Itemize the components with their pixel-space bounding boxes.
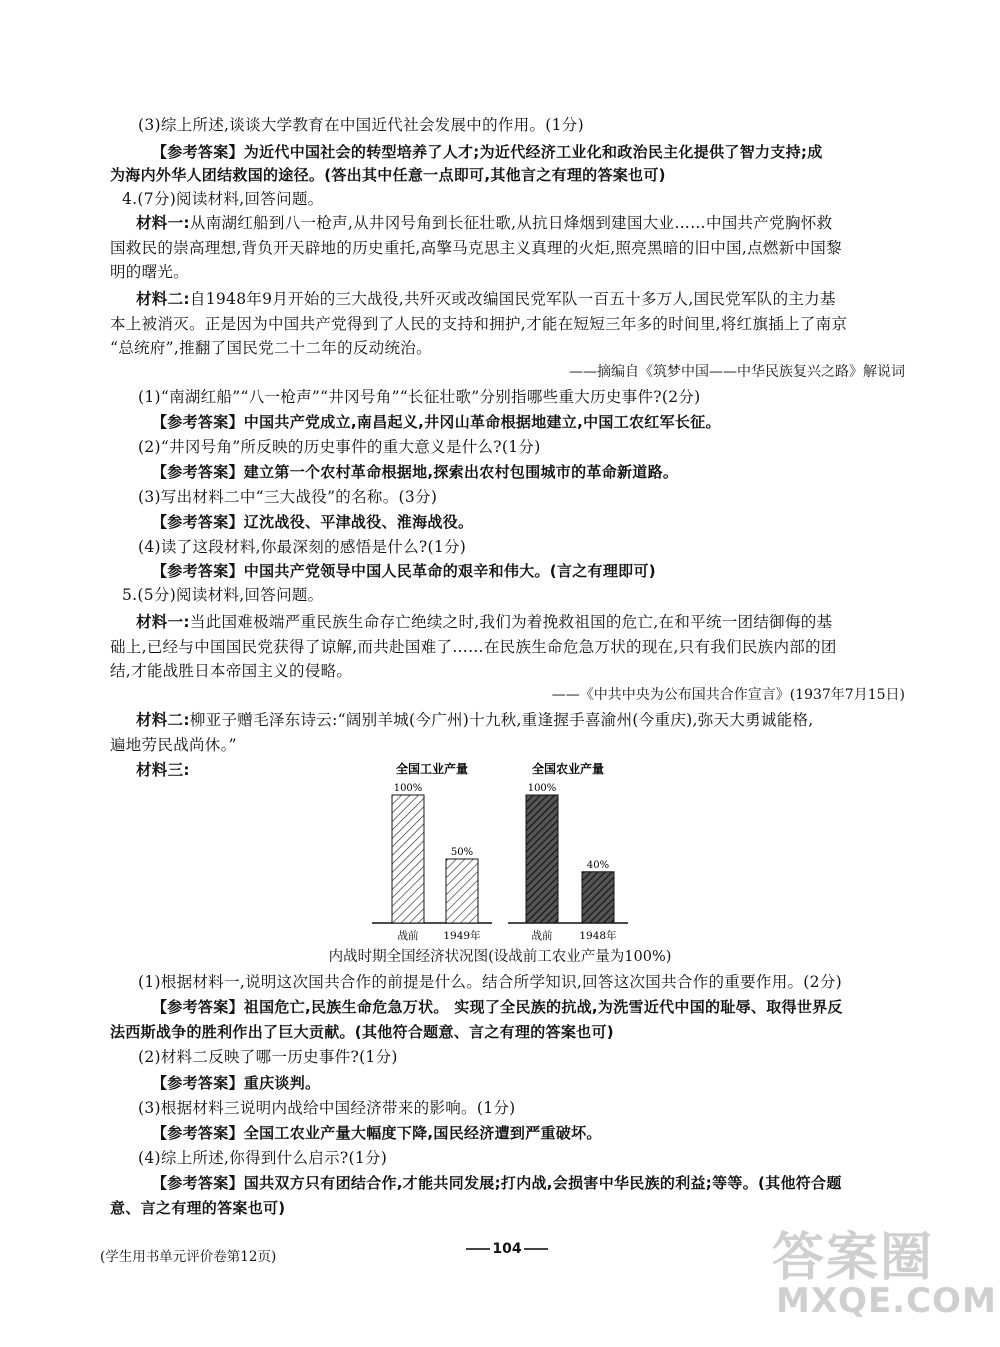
material-label: 材料二: — [136, 711, 190, 729]
answer-3-prev-line1: 【参考答案】为近代中国社会的转型培养了人才;为近代经济工业化和政治民主化提供了智力支持;成 — [152, 143, 823, 161]
answer-4-2: 【参考答案】建立第一个农村革命根据地,探索出农村包围城市的革命新道路。 — [152, 463, 679, 481]
economy-bar-charts — [0, 755, 1000, 955]
material-label: 材料三: — [136, 761, 190, 779]
footer-label: (学生用书单元评价卷第12页) — [100, 1249, 277, 1265]
material-1-q4-line1: 材料一:从南湖红船到八一枪声,从井冈号角到长征壮歌,从抗日烽烟到建国大业……中国共产党胸怀救 — [136, 214, 833, 232]
question-5-3: (3)根据材料三说明内战给中国经济带来的影响。(1分) — [138, 1099, 516, 1117]
answer-5-1-line1: 【参考答案】祖国危亡,民族生命危急万状。 实现了全民族的抗战,为洗雪近代中国的耻辱、取得世界反 — [152, 998, 843, 1016]
material-label: 材料一: — [136, 613, 190, 631]
answer-5-4-line1: 【参考答案】国共双方只有团结合作,才能共同发展;打内战,会损害中华民族的利益;等等。(其他符合题 — [152, 1174, 842, 1192]
question-4-1: (1)“南湖红船”“八一枪声”“井冈号角”“长征壮歌”分别指哪些重大历史事件?(2分) — [138, 388, 701, 406]
question-4-2: (2)“井冈号角”所反映的历史事件的重大意义是什么?(1分) — [138, 438, 541, 456]
bar — [392, 795, 424, 923]
material-1-q5-line3: 结,才能战胜日本帝国主义的侵略。 — [110, 662, 353, 680]
material-1-q5-line2: 础上,已经与中国国民党获得了谅解,而共赴国难了……在民族生命危急万状的现在,只有我们民族内部的团 — [110, 638, 837, 656]
bar — [582, 872, 614, 923]
question-5-heading: 5.(5分)阅读材料,回答问题。 — [122, 586, 324, 604]
category-label: 战前 — [397, 930, 419, 942]
material-2-q5-line2: 遍地劳民战尚休。” — [110, 736, 237, 754]
material-2-q4-line2: 本上被消灭。正是因为中国共产党得到了人民的支持和拥护,才能在短短三年多的时间里,将红旗插上了南京 — [110, 315, 848, 333]
question-4-4: (4)读了这段材料,你最深刻的感悟是什么?(1分) — [138, 538, 467, 556]
question-3-prev: (3)综上所述,谈谈大学教育在中国近代社会发展中的作用。(1分) — [138, 116, 584, 134]
material-2-q4-line1: 材料二:自1948年9月开始的三大战役,共歼灭或改编国民党军队一百五十多万人,国民党军队的主力基 — [136, 290, 836, 308]
answer-4-4: 【参考答案】中国共产党领导中国人民革命的艰辛和伟大。(言之有理即可) — [152, 562, 656, 580]
material-2-q5-line1: 材料二:柳亚子赠毛泽东诗云:“阔别羊城(今广州)十九秋,重逢握手喜渝州(今重庆),弥天大勇诚能格, — [136, 711, 814, 729]
chart-title: 全国农业产量 — [531, 762, 605, 776]
answer-5-3: 【参考答案】全国工农业产量大幅度下降,国民经济遭到严重破坏。 — [152, 1124, 602, 1142]
category-label: 1948年 — [579, 930, 617, 942]
answer-5-4-line2: 意、言之有理的答案也可) — [110, 1199, 286, 1217]
watermark-logo — [762, 1215, 997, 1335]
material-2-q4-line3: “总统府”,推翻了国民党二十二年的反动统治。 — [110, 339, 432, 357]
chart-caption: 内战时期全国经济状况图(设战前工农业产量为100%) — [328, 949, 672, 965]
question-5-4: (4)综上所述,你得到什么启示?(1分) — [138, 1149, 388, 1167]
category-label: 1949年 — [443, 930, 481, 942]
bar-value-label: 50% — [450, 847, 474, 858]
page-number: 104 — [462, 1236, 552, 1262]
watermark-text: 答案圈 — [772, 1228, 935, 1288]
material-label: 材料二: — [136, 290, 190, 308]
category-label: 战前 — [531, 930, 553, 942]
question-5-2: (2)材料二反映了哪一历史事件?(1分) — [138, 1048, 398, 1066]
answer-5-1-line2: 法西斯战争的胜利作出了巨大贡献。(其他符合题意、言之有理的答案也可) — [110, 1023, 614, 1041]
bar-value-label: 100% — [393, 783, 423, 794]
source-citation-q4: ——摘编自《筑梦中国——中华民族复兴之路》解说词 — [569, 364, 905, 380]
material-1-q5-line1: 材料一:当此国难极端严重民族生命存亡绝续之时,我们为着挽救祖国的危亡,在和平统一团结御侮的基 — [136, 613, 833, 631]
bar-value-label: 40% — [586, 859, 610, 871]
question-4-heading: 4.(7分)阅读材料,回答问题。 — [122, 190, 324, 208]
question-4-3: (3)写出材料二中“三大战役”的名称。(3分) — [138, 488, 438, 506]
material-label: 材料一: — [136, 214, 190, 232]
watermark-url: MXQE.COM — [776, 1281, 997, 1321]
material-1-q4-line2: 国救民的崇高理想,背负开天辟地的历史重托,高擎马克思主义真理的火炬,照亮黑暗的旧中国,点燃新中国黎 — [110, 239, 842, 257]
source-citation-q5: ——《中共中央为公布国共合作宣言》(1937年7月15日) — [551, 687, 905, 703]
answer-5-2: 【参考答案】重庆谈判。 — [152, 1074, 321, 1092]
answer-3-prev-line2: 为海内外华人团结救国的途径。(答出其中任意一点即可,其他言之有理的答案也可) — [110, 166, 666, 184]
chart-title: 全国工业产量 — [395, 762, 469, 776]
bar-value-label: 100% — [527, 783, 557, 794]
material-1-q4-line3: 明的曙光。 — [110, 263, 190, 281]
bar — [526, 795, 558, 923]
question-5-1: (1)根据材料一,说明这次国共合作的前提是什么。结合所学知识,回答这次国共合作的重要作用。(2分) — [138, 973, 842, 991]
answer-4-3: 【参考答案】辽沈战役、平津战役、淮海战役。 — [152, 513, 474, 531]
answer-4-1: 【参考答案】中国共产党成立,南昌起义,井冈山革命根据地建立,中国工农红军长征。 — [152, 413, 721, 431]
bar — [446, 859, 478, 923]
